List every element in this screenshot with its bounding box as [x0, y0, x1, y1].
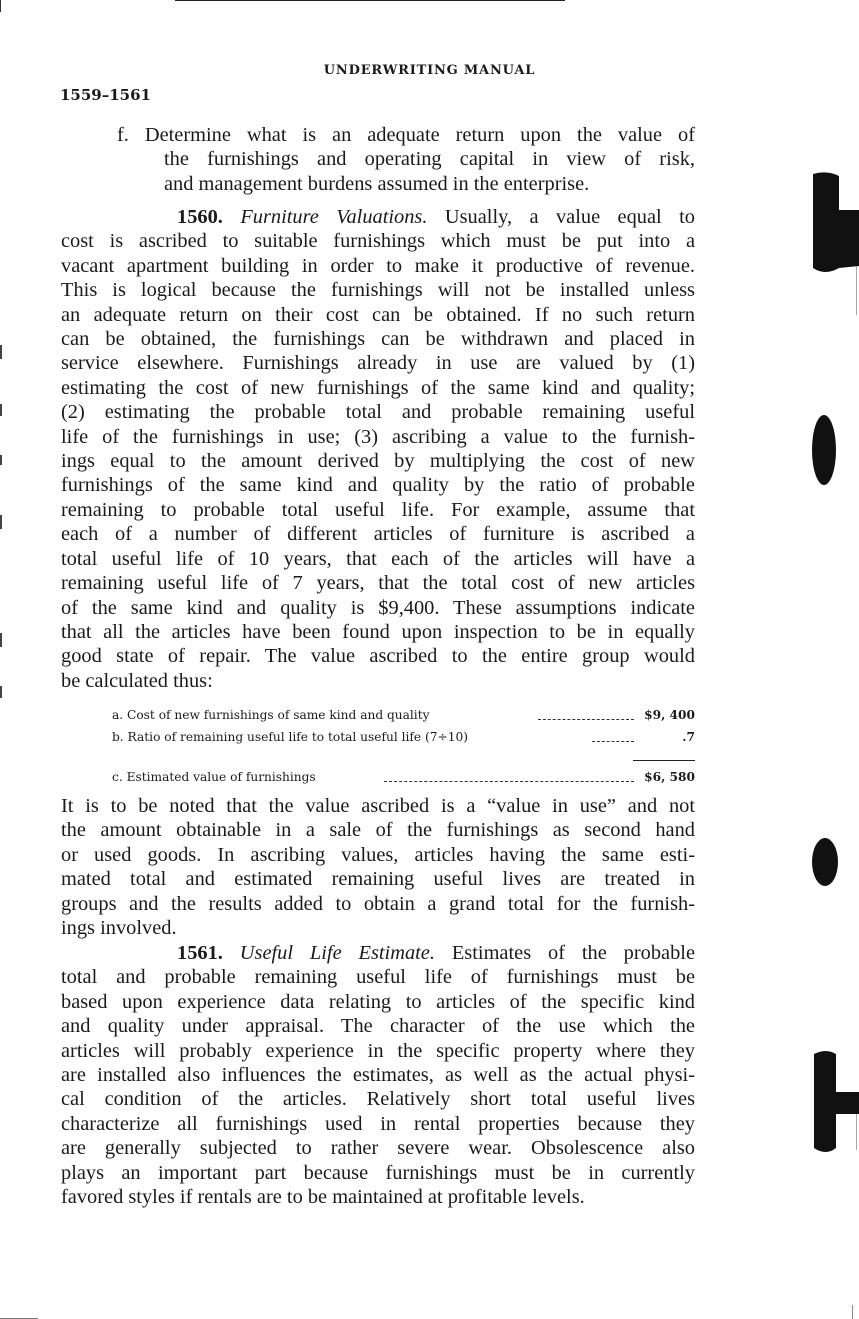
- text-line: mated total and estimated remaining useful lives are treated in: [61, 868, 695, 891]
- scan-edge-mark: [0, 686, 2, 698]
- dot-leader: [538, 719, 634, 720]
- section-1561: [61, 941, 695, 1209]
- text-line: life of the furnishings in use; (3) ascribing a value to the furnish-: [61, 425, 695, 448]
- item-f: [61, 123, 695, 196]
- text-line: the amount obtainable in a sale of the furnishings as second hand: [61, 819, 695, 842]
- text-line: It is to be noted that the value ascribed is a “value in use” and not: [61, 795, 695, 817]
- calc-value: .7: [682, 730, 695, 744]
- text-line: remaining to probable total useful life. For example, assume that: [61, 498, 695, 521]
- text-line: characterize all furnishings used in rental properties because they: [61, 1112, 695, 1135]
- text-line: ings equal to the amount derived by multiplying the cost of new: [61, 450, 695, 473]
- binder-hole-mark: [812, 415, 836, 485]
- scan-top-rule: [175, 0, 565, 1]
- text-line: ings involved.: [61, 917, 177, 940]
- section-title: Useful Life Estimate.: [239, 942, 435, 964]
- text-line: good state of repair. The value ascribed to the entire group would: [61, 645, 695, 668]
- binder-tab-mark: [806, 1048, 859, 1156]
- calc-row-c: [112, 770, 695, 786]
- section-title: Furniture Valuations.: [240, 206, 428, 228]
- calc-row-b: [112, 730, 695, 746]
- text-line: or used goods. In ascribing values, articles having the same esti-: [61, 843, 695, 866]
- calc-label: c. Estimated value of furnishings: [112, 770, 316, 784]
- sum-rule: [633, 760, 695, 761]
- text-line: cal condition of the articles. Relatively short total useful lives: [61, 1088, 695, 1111]
- text-line: and management burdens assumed in the enterprise.: [164, 172, 590, 195]
- text-line: the furnishings and operating capital in view of risk,: [164, 148, 695, 171]
- dot-leader: [384, 781, 634, 782]
- scan-edge-mark: [0, 455, 2, 465]
- scan-edge-mark: [0, 345, 2, 359]
- scan-edge-mark: [0, 0, 1, 12]
- section-1560: [61, 205, 695, 693]
- text-line: (2) estimating the probable total and probable remaining useful: [61, 401, 695, 424]
- text-line: vacant apartment building in order to make it productive of revenue.: [61, 254, 695, 277]
- scan-edge-mark: [852, 1305, 853, 1319]
- text-line: based upon experience data relating to articles of the specific kind: [61, 990, 695, 1013]
- calc-value: $6, 580: [644, 770, 695, 784]
- calc-row-a: [112, 708, 695, 724]
- text-line: and quality under appraisal. The character of the use which the: [61, 1015, 695, 1038]
- text-line: can be obtained, the furnishings can be withdrawn and placed in: [61, 328, 695, 351]
- scan-edge-mark: [0, 515, 2, 529]
- section-number: 1560.: [177, 206, 223, 228]
- text-line: cost is ascribed to suitable furnishings which must be put into a: [61, 230, 695, 253]
- binder-tab-mark: [805, 170, 859, 276]
- text-line: of the same kind and quality is $9,400. These assumptions indicate: [61, 596, 695, 619]
- text-fragment: Estimates of the probable: [451, 942, 695, 964]
- text-line: This is logical because the furnishings will not be installed unless: [61, 279, 695, 302]
- text-line: f. Determine what is an adequate return upon the value of: [117, 124, 695, 146]
- text-line: service elsewhere. Furnishings already in use are valued by (1): [61, 352, 695, 375]
- text-line: plays an important part because furnishings must be in currently: [61, 1161, 695, 1184]
- text-line: furnishings of the same kind and quality by the ratio of probable: [61, 474, 695, 497]
- text-fragment: Usually, a value equal to: [444, 206, 695, 228]
- page-range: 1559–1561: [60, 86, 151, 104]
- text-line: an adequate return on their cost can be obtained. If no such return: [61, 303, 695, 326]
- calc-value: $9, 400: [644, 708, 695, 722]
- binder-hole-mark: [812, 838, 838, 886]
- value-in-use-paragraph: [61, 794, 695, 940]
- text-line: articles will probably experience in the specific property where they: [61, 1039, 695, 1062]
- text-line: remaining useful life of 7 years, that the total cost of new articles: [61, 572, 695, 595]
- text-line: estimating the cost of new furnishings of the same kind and quality;: [61, 376, 695, 399]
- text-line: are generally subjected to rather severe wear. Obsolescence also: [61, 1137, 695, 1160]
- text-line: total and probable remaining useful life of furnishings must be: [61, 966, 695, 989]
- section-heading-line: [61, 941, 695, 965]
- section-number: 1561.: [177, 942, 223, 964]
- text-line: groups and the results added to obtain a grand total for the furnish-: [61, 892, 695, 915]
- scan-edge-mark: [0, 404, 2, 416]
- text-line: be calculated thus:: [61, 669, 213, 692]
- text-line: that all the articles have been found upon inspection to be in equally: [61, 620, 695, 643]
- text-line: total useful life of 10 years, that each of the articles will have a: [61, 547, 695, 570]
- running-title: UNDERWRITING MANUAL: [323, 63, 536, 78]
- calc-label: b. Ratio of remaining useful life to total useful life (7÷10): [112, 730, 468, 744]
- dot-leader: [592, 741, 634, 742]
- text-line: each of a number of different articles of furniture is ascribed a: [61, 523, 695, 546]
- text-line: favored styles if rentals are to be maintained at profitable levels.: [61, 1186, 585, 1209]
- section-heading-line: [61, 205, 695, 229]
- text-line: are installed also influences the estimates, as well as the actual physi-: [61, 1064, 695, 1087]
- scan-edge-mark: [0, 633, 2, 647]
- calc-label: a. Cost of new furnishings of same kind and quality: [112, 708, 430, 722]
